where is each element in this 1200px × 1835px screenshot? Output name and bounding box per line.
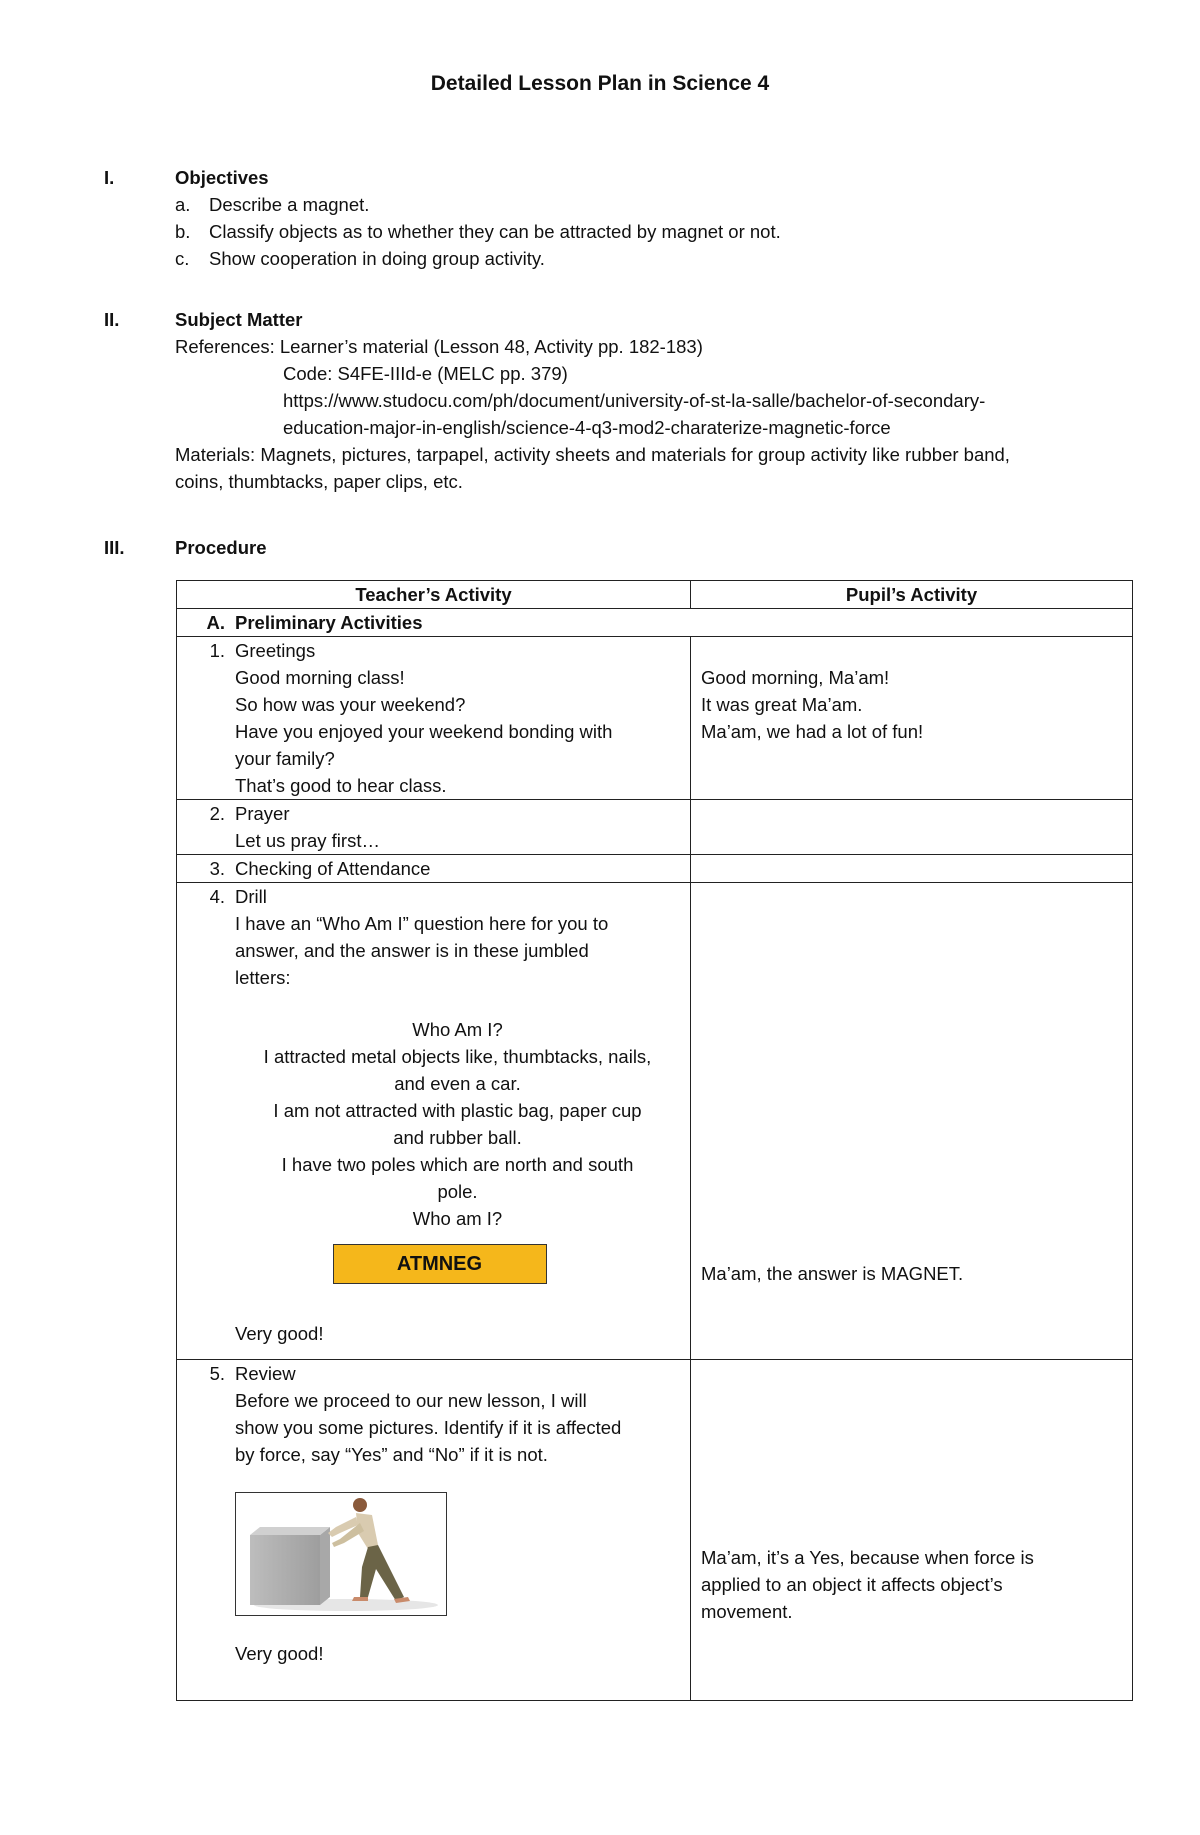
prayer-label: Prayer (235, 803, 290, 824)
table-row: 4. Drill I have an “Who Am I” question here for you to answer, and the answer is in these jumbled letters: Who Am I? I attracted metal objects like, thumbtacks, nails, and even a car. I am not attracted with plastic bag, paper cup and rubber ball. I have two poles which are north and south pole. Who am I? ATMNEG Very good! Ma’am, the answer is MAGNET. (177, 883, 1133, 1360)
table-row: 5. Review Before we proceed to our new lesson, I will show you some pictures. Identify if it is affected by force, say “Yes” and “No” if it is not. Very good! Ma’am, it’s a Yes, because when force is applied to an object it affects object’s movement. (177, 1360, 1133, 1701)
table-header-row (177, 581, 1133, 609)
table-row: 1. Greetings Good morning class! So how was your weekend? Have you enjoyed your weekend bonding with your family? That’s good to hear class. Good morning, Ma’am! It was great Ma’am. Ma’am, we had a lot of fun! (177, 637, 1133, 800)
objectives-list (104, 191, 1124, 272)
table-row: 3. Checking of Attendance (177, 855, 1133, 883)
reference-url-line-1: https://www.studocu.com/ph/document/university-of-st-la-salle/bachelor-of-secondary- (283, 390, 986, 411)
page-title: Detailed Lesson Plan in Science 4 (430, 72, 770, 95)
drill-pupil-answer: Ma’am, the answer is MAGNET. (701, 1263, 964, 1284)
section-a-row: A. Preliminary Activities (177, 609, 1133, 637)
objective-item: a. Describe a magnet. (175, 194, 370, 215)
procedure-table (176, 580, 1133, 1701)
procedure-number: III. (104, 537, 125, 558)
subject-matter-number: II. (104, 309, 120, 330)
subject-matter-section (104, 306, 1124, 495)
materials-line-1: Materials: Magnets, pictures, tarpapel, activity sheets and materials for group activity like rubber band, (175, 444, 1010, 465)
code-line: Code: S4FE-IIId-e (MELC pp. 379) (283, 363, 568, 384)
review-praise: Very good! (235, 1643, 324, 1664)
review-label: Review (235, 1363, 296, 1384)
objectives-heading: Objectives (175, 167, 269, 188)
objective-item: b. Classify objects as to whether they can be attracted by magnet or not. (175, 221, 781, 242)
drill-label: Drill (235, 886, 267, 907)
jumbled-letters-box: ATMNEG (333, 1244, 547, 1284)
references-line: References: Learner’s material (Lesson 48, Activity pp. 182-183) (175, 336, 703, 357)
pupil-activity-header: Pupil’s Activity (691, 581, 1133, 609)
objective-item: c. Show cooperation in doing group activity. (175, 248, 545, 269)
subject-matter-heading: Subject Matter (175, 309, 303, 330)
person-pushing-box-illustration (236, 1493, 446, 1615)
procedure-heading: Procedure (175, 537, 267, 558)
attendance-label: Checking of Attendance (235, 858, 431, 879)
objectives-number: I. (104, 167, 115, 188)
teacher-activity-header: Teacher’s Activity (177, 581, 691, 609)
who-am-i-title: Who Am I? (412, 1019, 503, 1040)
greetings-label: Greetings (235, 640, 316, 661)
preliminary-activities-label: Preliminary Activities (235, 612, 423, 633)
reference-url-line-2: education-major-in-english/science-4-q3-mod2-charaterize-magnetic-force (283, 417, 891, 438)
materials-line-2: coins, thumbtacks, paper clips, etc. (175, 471, 463, 492)
pushing-box-image (235, 1492, 447, 1616)
procedure-section (104, 534, 1124, 561)
drill-praise: Very good! (235, 1323, 324, 1344)
table-row: 2. Prayer Let us pray first… (177, 800, 1133, 855)
objectives-section (104, 164, 1124, 272)
